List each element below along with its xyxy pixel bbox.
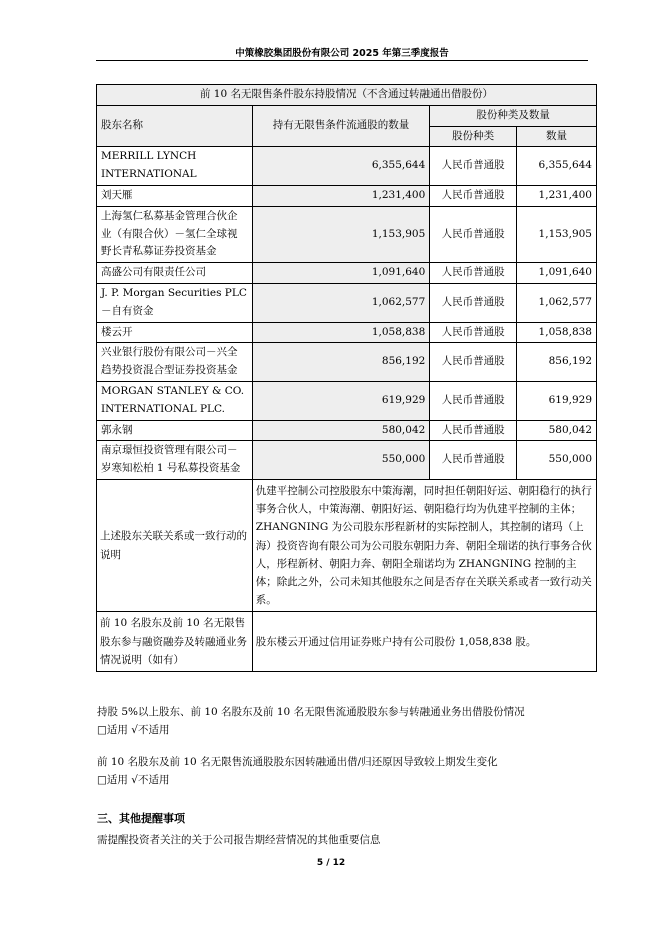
- share-qty: 856,192: [517, 343, 597, 382]
- holder-name: 高盛公司有限责任公司: [97, 263, 253, 284]
- section-text: 需提醒投资者关注的关于公司报告期经营情况的其他重要信息: [97, 834, 381, 846]
- holder-name: 楼云开: [97, 322, 253, 343]
- lending-shares-title: 持股 5%以上股东、前 10 名股东及前 10 名无限售流通股股东参与转融通业务出借股份情况: [97, 706, 525, 718]
- share-type: 人民币普通股: [430, 263, 517, 284]
- margin-trading-row: [97, 612, 597, 672]
- share-type: 人民币普通股: [430, 185, 517, 206]
- top10-shareholders-table: [96, 84, 597, 672]
- col-qty-header: 数量: [517, 126, 597, 147]
- share-type: 人民币普通股: [430, 441, 517, 480]
- share-qty: 6,355,644: [517, 147, 597, 186]
- share-type: 人民币普通股: [430, 283, 517, 322]
- share-qty: 550,000: [517, 441, 597, 480]
- holder-shares: 1,153,905: [252, 206, 430, 262]
- holder-name: 刘天雁: [97, 185, 253, 206]
- table-row: [97, 283, 597, 322]
- margin-trading-text: 股东楼云开通过信用证券账户持有公司股份 1,058,838 股。: [252, 612, 596, 672]
- related-parties-label: 上述股东关联关系或一致行动的说明: [97, 479, 253, 611]
- share-type: 人民币普通股: [430, 147, 517, 186]
- holder-shares: 856,192: [252, 343, 430, 382]
- page-header: 中策橡胶集团股份有限公司 2025 年第三季度报告: [235, 48, 449, 59]
- header-rule: [96, 60, 588, 61]
- holder-shares: 1,231,400: [252, 185, 430, 206]
- share-qty: 619,929: [517, 381, 597, 420]
- holder-name: 南京璟恒投资管理有限公司－岁寒知松柏 1 号私募投资基金: [97, 441, 253, 480]
- lending-shares-options: □适用 √不适用: [97, 724, 170, 736]
- holder-name: 上海氢仁私募基金管理合伙企业（有限合伙）－氢仁全球视野长青私募证券投资基金: [97, 206, 253, 262]
- related-parties-text: 仇建平控制公司控股股东中策海潮，同时担任朝阳好运、朝阳稳行的执行事务合伙人，中策海潮、朝阳好运、朝阳稳行均为仇建平控制的主体；ZHANGNING 为公司股东彤程新材的实际控制人，其控制的诸玛（上海）投资咨询有限公司为公司股东朝阳力奔、朝阳全瑞诺的执行事务合伙人，彤程新材、朝阳力奔、朝阳全瑞诺均为 ZHANGNING 控制的主体；除此之外，公司未知其他股东之间是否存在关联关系或者一致行动关系。: [252, 479, 596, 611]
- share-qty: 580,042: [517, 420, 597, 441]
- share-type: 人民币普通股: [430, 322, 517, 343]
- page-number: 5 / 12: [316, 858, 346, 868]
- table-row: [97, 381, 597, 420]
- share-type: 人民币普通股: [430, 206, 517, 262]
- table-row: [97, 206, 597, 262]
- related-parties-row: [97, 479, 597, 611]
- holder-shares: 6,355,644: [252, 147, 430, 186]
- share-qty: 1,153,905: [517, 206, 597, 262]
- lending-change-title: 前 10 名股东及前 10 名无限售流通股股东因转融通出借/归还原因导致较上期发生变化: [97, 756, 498, 768]
- holder-shares: 1,062,577: [252, 283, 430, 322]
- holder-name: 郭永钢: [97, 420, 253, 441]
- table-row: [97, 441, 597, 480]
- col-type-header: 股份种类: [430, 126, 517, 147]
- holder-shares: 580,042: [252, 420, 430, 441]
- section-heading: 三、其他提醒事项: [97, 812, 185, 825]
- holder-name: MERRILL LYNCH INTERNATIONAL: [97, 147, 253, 186]
- table-row: [97, 343, 597, 382]
- margin-trading-label: 前 10 名股东及前 10 名无限售股东参与融资融券及转融通业务情况说明（如有）: [97, 612, 253, 672]
- share-qty: 1,062,577: [517, 283, 597, 322]
- share-type: 人民币普通股: [430, 343, 517, 382]
- col-shares-header: 持有无限售条件流通股的数量: [252, 105, 430, 147]
- lending-change-options: □适用 √不适用: [97, 774, 170, 786]
- table-caption: 前 10 名无限售条件股东持股情况（不含通过转融通出借股份）: [97, 85, 597, 106]
- table-row: [97, 185, 597, 206]
- table-row: [97, 322, 597, 343]
- share-qty: 1,058,838: [517, 322, 597, 343]
- share-qty: 1,091,640: [517, 263, 597, 284]
- holder-name: MORGAN STANLEY & CO. INTERNATIONAL PLC.: [97, 381, 253, 420]
- holder-shares: 619,929: [252, 381, 430, 420]
- holder-name: 兴业银行股份有限公司－兴全趋势投资混合型证券投资基金: [97, 343, 253, 382]
- table-row: [97, 420, 597, 441]
- share-type: 人民币普通股: [430, 420, 517, 441]
- share-type: 人民币普通股: [430, 381, 517, 420]
- holder-shares: 1,091,640: [252, 263, 430, 284]
- col-type-group-header: 股份种类及数量: [430, 105, 597, 126]
- holder-name: J. P. Morgan Securities PLC－自有资金: [97, 283, 253, 322]
- share-qty: 1,231,400: [517, 185, 597, 206]
- table-row: [97, 263, 597, 284]
- col-holder-header: 股东名称: [97, 105, 253, 147]
- table-row: [97, 147, 597, 186]
- holder-shares: 550,000: [252, 441, 430, 480]
- holder-shares: 1,058,838: [252, 322, 430, 343]
